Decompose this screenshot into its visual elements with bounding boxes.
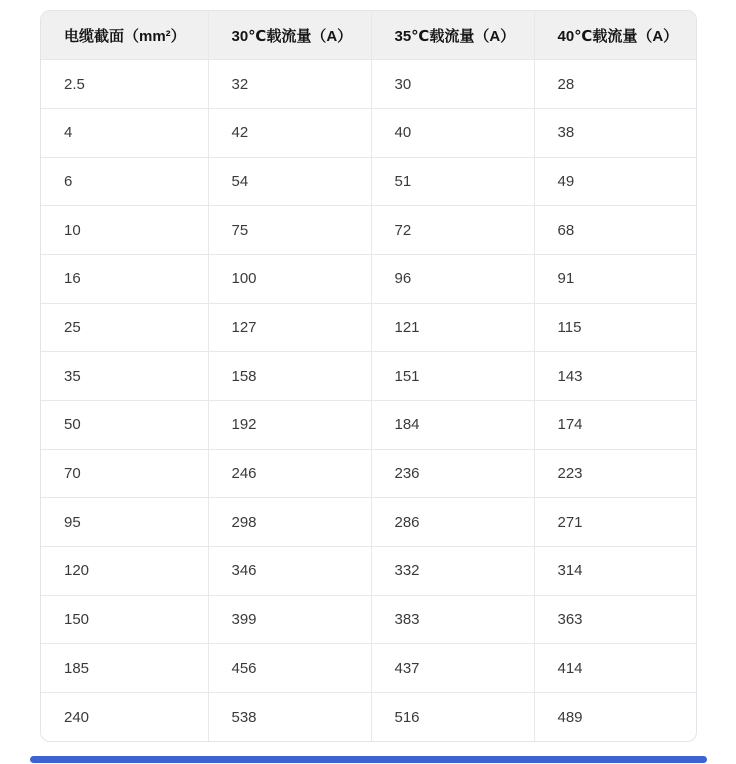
table-cell: 127 (208, 303, 371, 352)
table-cell: 115 (534, 303, 696, 352)
table-cell: 10 (41, 206, 208, 255)
table-cell: 185 (41, 644, 208, 693)
table-cell: 143 (534, 352, 696, 401)
table-cell: 286 (371, 498, 534, 547)
table-cell: 25 (41, 303, 208, 352)
table-cell: 489 (534, 693, 696, 742)
table-cell: 246 (208, 449, 371, 498)
table-body (41, 60, 696, 742)
table-cell: 28 (534, 60, 696, 109)
table-cell: 68 (534, 206, 696, 255)
table-cell: 40 (371, 108, 534, 157)
table-cell: 54 (208, 157, 371, 206)
table-cell: 240 (41, 693, 208, 742)
table-cell: 399 (208, 595, 371, 644)
horizontal-scrollbar-thumb[interactable] (30, 756, 707, 763)
table-row (41, 644, 696, 693)
table-row (41, 498, 696, 547)
header-cell-35c-ampacity: 35℃载流量（A） (371, 11, 534, 60)
table-cell: 96 (371, 254, 534, 303)
table-row (41, 352, 696, 401)
table-row (41, 303, 696, 352)
table-cell: 158 (208, 352, 371, 401)
cable-ampacity-table (41, 11, 696, 741)
table-cell: 32 (208, 60, 371, 109)
table-cell: 314 (534, 547, 696, 596)
table-row (41, 449, 696, 498)
table-row (41, 547, 696, 596)
table-cell: 192 (208, 401, 371, 450)
header-cell-40c-ampacity: 40℃载流量（A） (534, 11, 696, 60)
table-cell: 383 (371, 595, 534, 644)
table-cell: 2.5 (64, 75, 85, 93)
header-cell-cross-section: 电缆截面（mm²） (41, 11, 208, 60)
table-row (41, 595, 696, 644)
table-cell: 184 (371, 401, 534, 450)
table-cell: 91 (534, 254, 696, 303)
table-cell: 538 (208, 693, 371, 742)
table-row (41, 693, 696, 742)
cable-ampacity-table-card (40, 10, 697, 742)
table-cell: 30 (371, 60, 534, 109)
table-cell: 516 (371, 693, 534, 742)
table-row (41, 60, 696, 109)
table-cell: 174 (534, 401, 696, 450)
table-cell: 35 (41, 352, 208, 401)
table-row (41, 108, 696, 157)
table-cell: 16 (41, 254, 208, 303)
table-cell: 70 (41, 449, 208, 498)
table-cell: 75 (208, 206, 371, 255)
table-cell: 50 (41, 401, 208, 450)
table-cell: 51 (371, 157, 534, 206)
table-cell: 363 (534, 595, 696, 644)
table-header (41, 11, 696, 60)
table-cell: 72 (371, 206, 534, 255)
table-cell: 95 (41, 498, 208, 547)
table-cell: 414 (534, 644, 696, 693)
table-row (41, 401, 696, 450)
table-cell: 346 (208, 547, 371, 596)
table-cell: 236 (371, 449, 534, 498)
table-cell: 456 (208, 644, 371, 693)
table-cell: 49 (534, 157, 696, 206)
table-cell: 121 (371, 303, 534, 352)
table-cell: 42 (208, 108, 371, 157)
table-row (41, 254, 696, 303)
table-row (41, 157, 696, 206)
table-cell: 6 (41, 157, 208, 206)
header-cell-30c-ampacity: 30℃载流量（A） (208, 11, 371, 60)
table-cell: 38 (534, 108, 696, 157)
table-cell: 150 (41, 595, 208, 644)
table-cell: 151 (371, 352, 534, 401)
table-cell: 298 (208, 498, 371, 547)
table-cell: 100 (208, 254, 371, 303)
header-row (41, 11, 696, 60)
table-cell: 437 (371, 644, 534, 693)
table-cell: 332 (371, 547, 534, 596)
table-cell: 4 (41, 108, 208, 157)
table-cell: 271 (534, 498, 696, 547)
table-row (41, 206, 696, 255)
table-cell: 223 (534, 449, 696, 498)
table-cell: 120 (41, 547, 208, 596)
